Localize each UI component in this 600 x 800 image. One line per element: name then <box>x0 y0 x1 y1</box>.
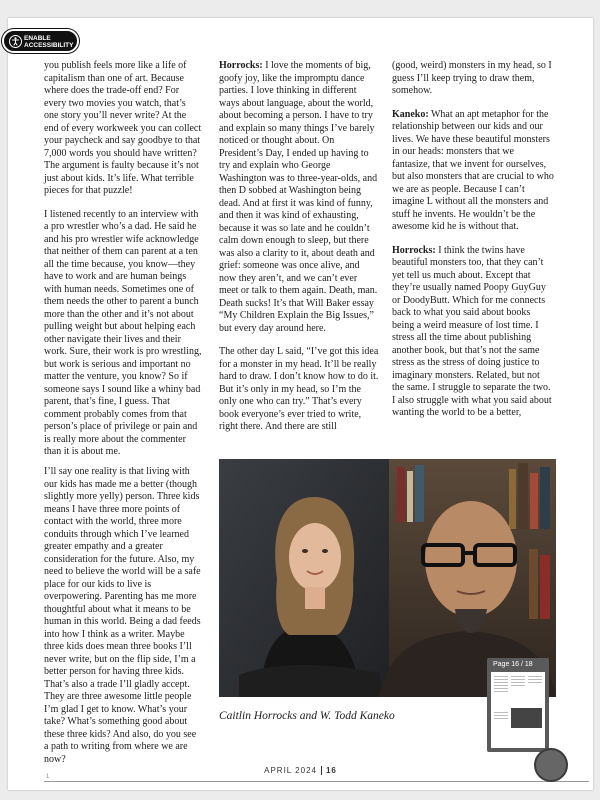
page-number: 16 <box>325 766 337 775</box>
paragraph <box>392 245 554 420</box>
thumbnail-preview <box>491 672 545 748</box>
thumbnail-page-label: Page 16 / 18 <box>493 661 533 668</box>
paragraph: (good, weird) monsters in my head, so I guess I’ll keep trying to draw them, somehow. <box>392 60 552 96</box>
footer-divider <box>321 766 322 775</box>
paragraph: I listened recently to an interview with a pro wrestler who’s a dad. He said he and his pro wrestler wife acknowledge that neither of them can parent at a ten all the time because, you know—they have to work and are human beings with human needs. Sometimes one of them needs the other to parent a bunch more than the other and it’s not about pulling weight but about helping each other navigate their lives and their work. Sure, their work is pro wrestling, but work is serious and important no matter the venture, you know? So if someone says I sound like a whiny bad parent, that’s fine, I guess. That comment probably comes from that person’s place of privilege or pain and is really more about the commenter than it is about me. <box>44 208 202 457</box>
speech-text: I love the moments of big, goofy joy, like the impromptu dance parties. I love thinking in different ways about language, about the world, about becoming a person. I have to try and explain so many things I’ve barely noticed or thought about. On President’s Day, I ended up having to try and explain who George Washington was to three-year-olds, and then D sobbed at Washington being dead. And at first it was kind of funny, and then it was kind of exhausting, because it was so late and he couldn’t calm down enough to sleep, but there was also a clarity to it, about death and grief: someone was once alive, and now they aren’t, and we can’t ever meet or talk to them again. Death, man. Death sucks! It’s that Will Baker essay “My Children Explain the Big Issues,” but every day around here. <box>219 60 378 334</box>
speech-text: What an apt metaphor for the relationship between our kids and our lives. We have these beautiful monsters in our heads: monsters that we fantasize, that we invent for ourselves, but also monsters that are crucial to who we are as people. Because I can’t imagine L without all the monsters and stuff he invents. He wouldn’t be the awesome kid he is without that. <box>392 108 554 232</box>
accessibility-label-line1: ENABLE <box>24 35 51 42</box>
paragraph <box>392 109 554 234</box>
page-footer <box>8 766 593 775</box>
text-column-1-lower <box>44 466 202 777</box>
page-marker: 1 <box>46 774 50 780</box>
paragraph: I’ll say one reality is that living with our kids has made me a better (though slightly more yelly) person. Three kids means I have three more points of contact with the world, three more conduits through which I’ve learned greater empathy and a greater consideration for the future. Also, my need to believe the world will be a safe place for our kids to live is overpowering. Parenting has me more thoughtful about what it means to be human in this world. Being a dad feeds into how I think as a writer. Maybe three kids does mean three books I’ll never write, but on the flip side, I’m a better person for having three kids. That’s also a trade I’ll gladly accept. They are three awesome little people I’m glad I get to know. What’s your take? What’s something good about these three kids? And also, do you see a path to writing from where we are now? <box>44 466 201 765</box>
photo-caption: Caitlin Horrocks and W. Todd Kaneko <box>219 710 395 722</box>
speaker-name: Kaneko: <box>392 108 429 120</box>
accessibility-icon <box>9 35 22 48</box>
page-thumbnail-navigator[interactable] <box>487 658 549 752</box>
text-column-3 <box>392 60 554 431</box>
accessibility-label-line2: ACCESSIBILITY <box>24 42 74 49</box>
enable-accessibility-button[interactable] <box>2 29 79 53</box>
speech-text: I think the twins have beautiful monsters too, that they can’t yet tell us much about. Except that they’re usually named Poopy GuyGuy or DoodyButt. Which for me connects back to what you said about books being a weird measure of lost time. I stress all the time about publishing another book, but that’s not the same stress as the stress of doing justice to imaginary monsters. Related, but not the same. I struggle to separate the two. I also struggle with what you said about wanting the world to be a better, <box>392 244 552 418</box>
paragraph: The other day L said, “I’ve got this idea for a monster in my head. It’ll be really hard to draw. I don’t know how to do it. But it’s only in my head, so I’m the only one who can try.” That’s every book everyone’s ever tried to write, right there. And there are still <box>219 346 379 432</box>
text-column-1 <box>44 60 202 470</box>
paragraph <box>219 60 379 335</box>
paragraph: you publish feels more like a life of capitalism than one of art. Because where does the trade-off end? For every two movies you watch, that’s one story you’ll never write? At the end of every workweek you can collect your paycheck and say goodbye to that 7,000 words you should have written? The argument is faulty because it’s not just about kids. It’s life. What terrible pieces for that puzzle! <box>44 60 202 196</box>
text-column-2 <box>219 60 379 445</box>
accessibility-label <box>24 35 73 49</box>
speaker-name: Horrocks: <box>219 60 263 71</box>
issue-date: APRIL 2024 <box>264 766 317 775</box>
footer-rule <box>44 781 589 782</box>
speaker-name: Horrocks: <box>392 244 436 256</box>
page-nav-button[interactable] <box>534 748 568 782</box>
